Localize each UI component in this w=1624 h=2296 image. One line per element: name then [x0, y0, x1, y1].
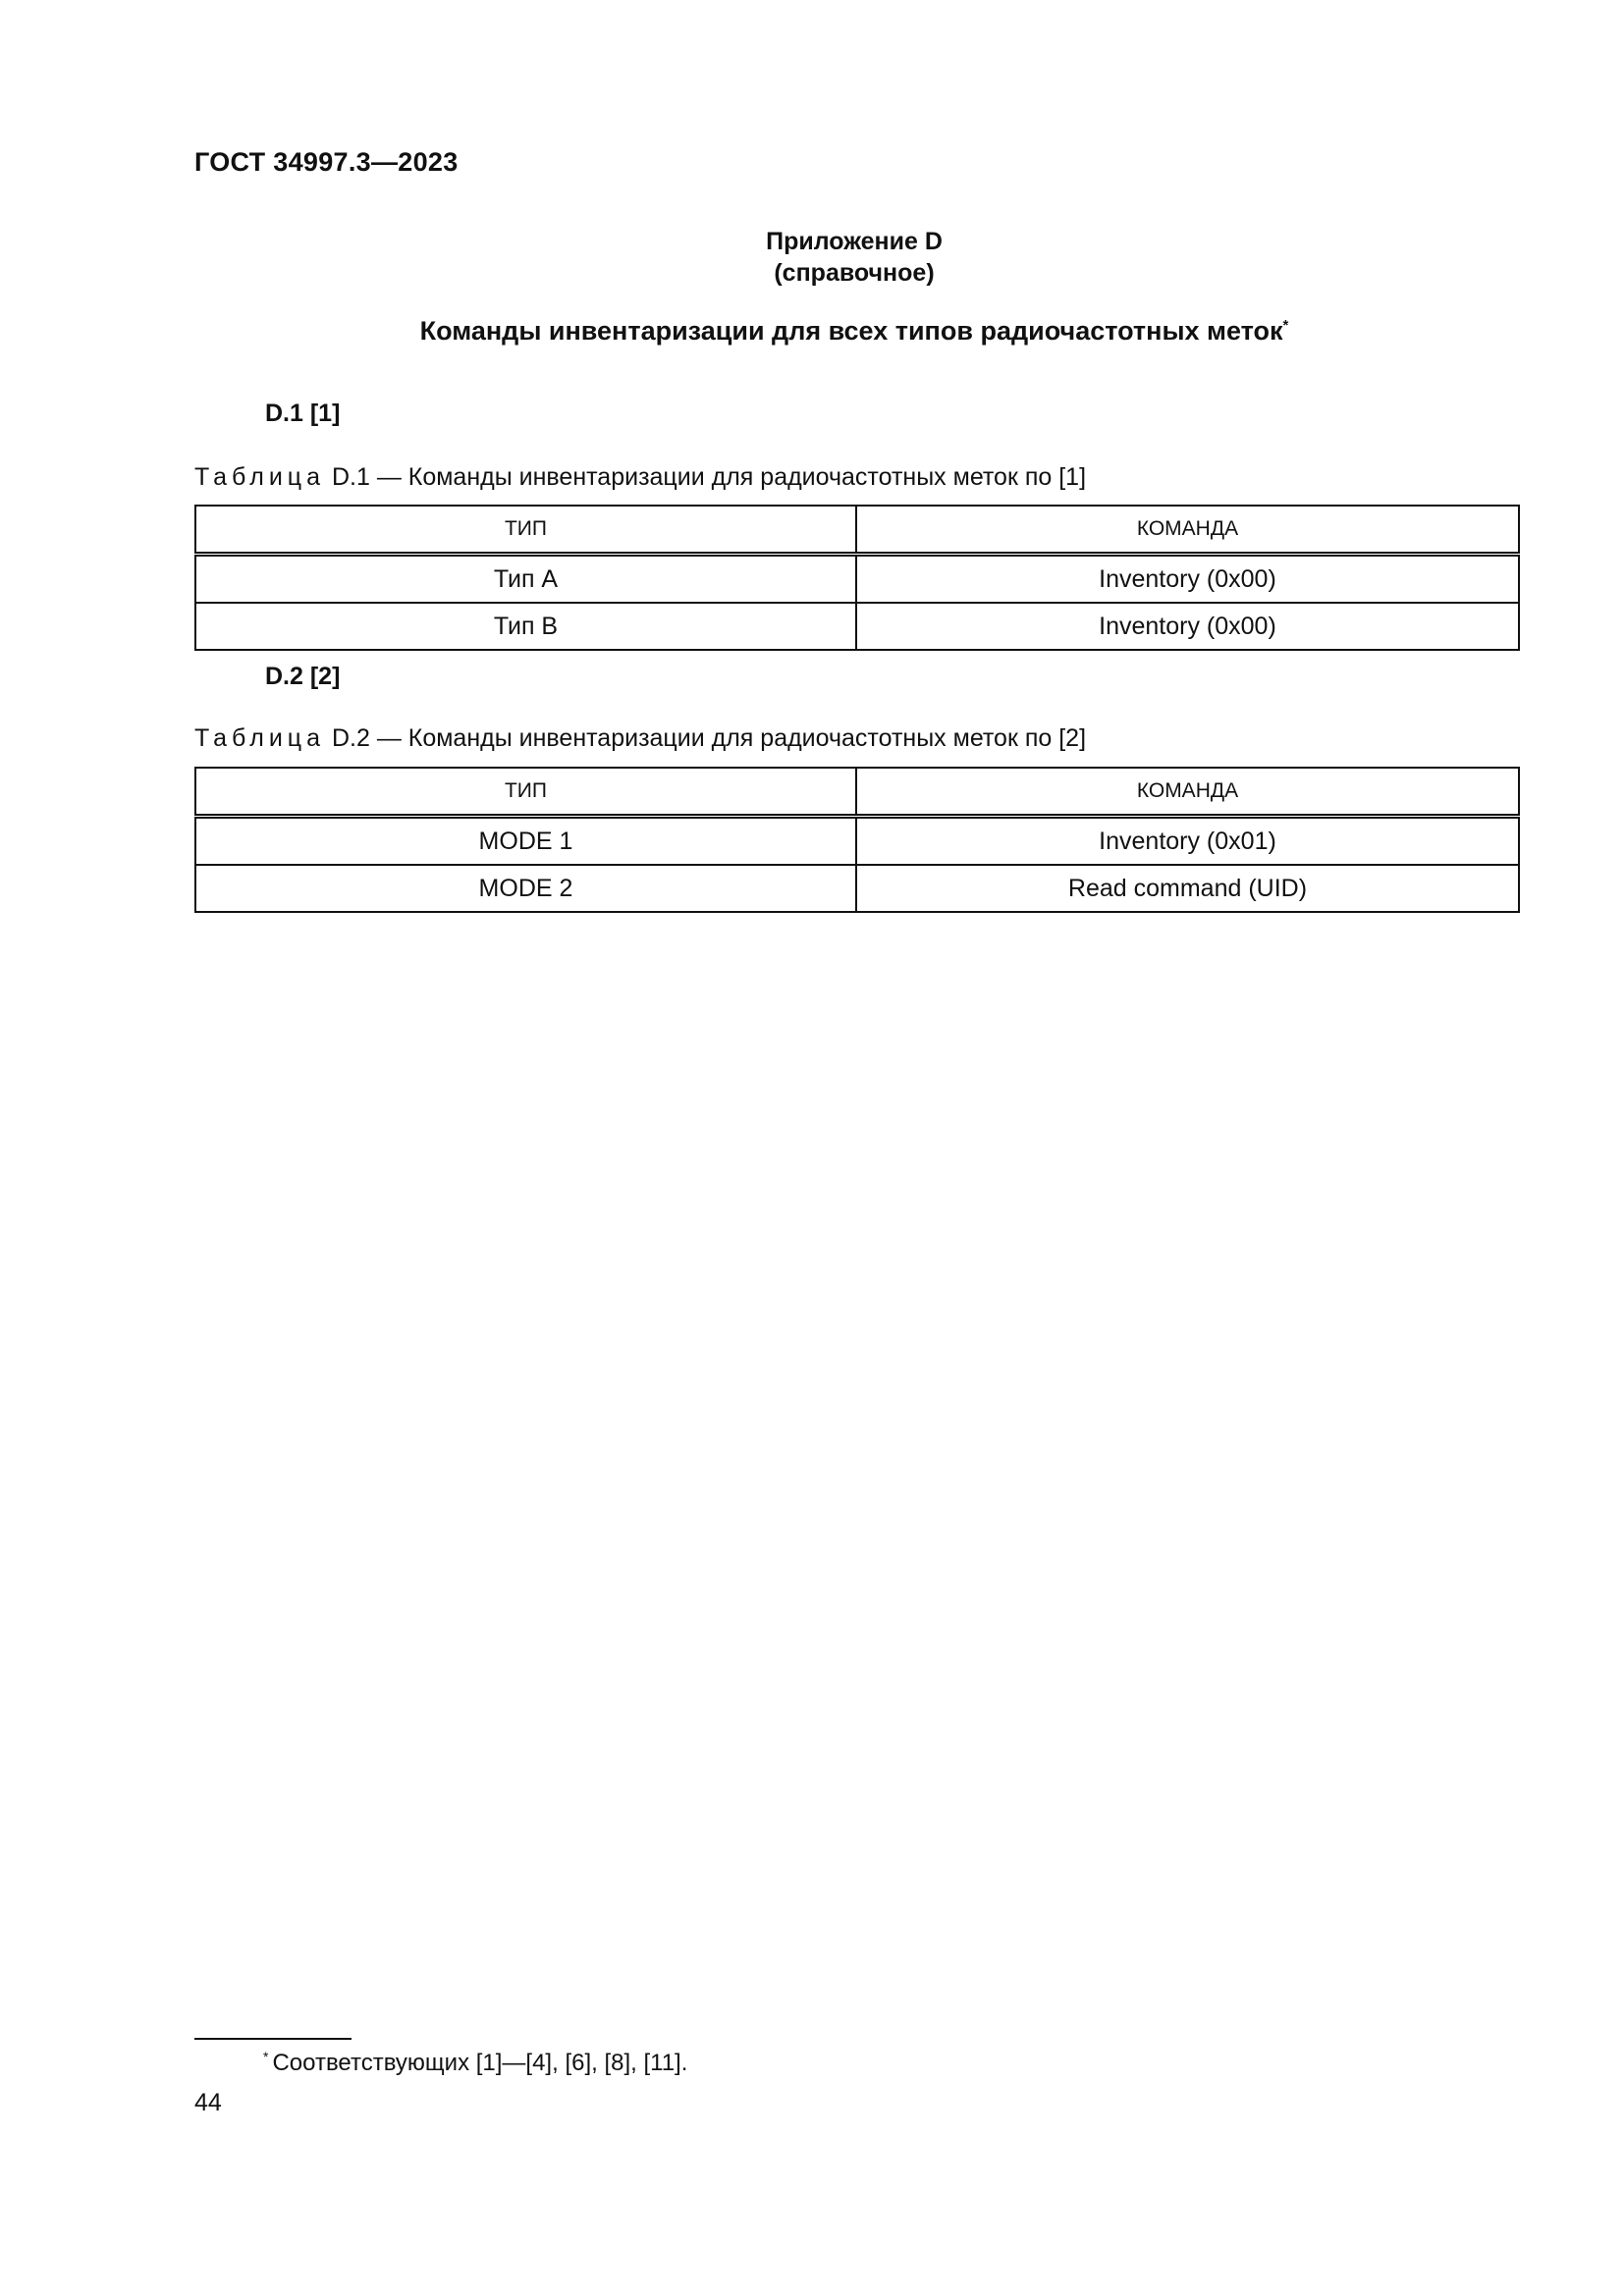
table-caption-text: D.2 — Команды инвентаризации для радиочастотных меток по [2] — [331, 724, 1087, 752]
table-caption-text: D.1 — Команды инвентаризации для радиочастотных меток по [1] — [331, 463, 1087, 491]
footnote-divider — [194, 2038, 352, 2040]
table-row — [195, 555, 1519, 604]
table-cell-command: Inventory (0x00) — [856, 555, 1519, 604]
column-header-type: ТИП — [195, 768, 856, 817]
table-cell-command: Inventory (0x01) — [856, 817, 1519, 866]
footnote-mark: * — [263, 2049, 269, 2064]
table-row — [195, 603, 1519, 650]
table-d2 — [194, 767, 1520, 913]
column-header-command: КОМАНДА — [856, 768, 1519, 817]
appendix-heading — [0, 226, 1624, 289]
table-cell-command: Inventory (0x00) — [856, 603, 1519, 650]
table-caption-prefix: Таблица — [194, 463, 326, 491]
document-header: ГОСТ 34997.3—2023 — [194, 147, 459, 177]
table-caption-d1 — [194, 463, 1086, 492]
footnote-text: Соответствующих [1]—[4], [6], [8], [11]. — [272, 2050, 688, 2076]
appendix-title — [0, 316, 1624, 347]
column-header-type: ТИП — [195, 506, 856, 555]
table-header-row — [195, 506, 1519, 555]
page-number: 44 — [194, 2089, 222, 2116]
table-d1 — [194, 505, 1520, 651]
table-caption-d2 — [194, 724, 1086, 753]
appendix-title-text: Команды инвентаризации для всех типов радиочастотных меток — [419, 316, 1283, 346]
table-cell-type: MODE 1 — [195, 817, 856, 866]
table-cell-type: Тип A — [195, 555, 856, 604]
table-caption-prefix: Таблица — [194, 724, 326, 752]
appendix-type: (справочное) — [774, 259, 935, 287]
section-heading-d2: D.2 [2] — [265, 663, 341, 690]
table-row — [195, 865, 1519, 912]
table-header-row — [195, 768, 1519, 817]
table-cell-type: Тип B — [195, 603, 856, 650]
section-heading-d1: D.1 [1] — [265, 400, 341, 427]
appendix-label: Приложение D — [766, 228, 943, 255]
footnote-reference-mark: * — [1282, 317, 1289, 334]
footnote — [263, 2050, 687, 2077]
column-header-command: КОМАНДА — [856, 506, 1519, 555]
table-row — [195, 817, 1519, 866]
table-cell-type: MODE 2 — [195, 865, 856, 912]
table-cell-command: Read command (UID) — [856, 865, 1519, 912]
